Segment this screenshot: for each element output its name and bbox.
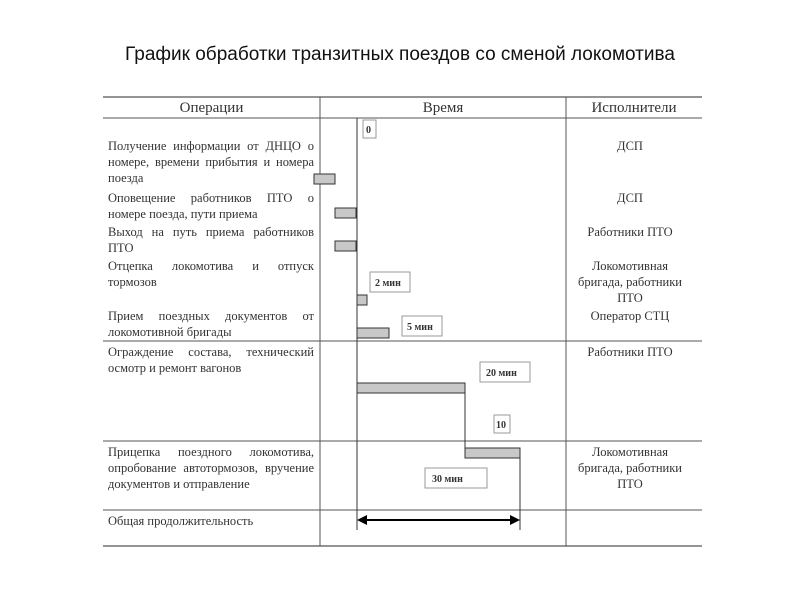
bar-op6 <box>357 383 465 393</box>
performer-7: Локомотивная бригада, работники ПТО <box>578 445 682 491</box>
bar-op1 <box>314 174 335 184</box>
performer-2: ДСП <box>617 191 643 205</box>
performer-5: Оператор СТЦ <box>590 309 670 323</box>
zero-marker-label: 0 <box>366 125 371 136</box>
page-title: График обработки транзитных поездов со сменой локомотива <box>125 44 675 65</box>
operation-4: Отцепка локомотива и отпуск тормозов <box>108 259 314 289</box>
performer-1: ДСП <box>617 139 643 153</box>
min2-label: 2 мин <box>375 278 401 289</box>
operation-7: Прицепка поездного локомотива, опробование автотормозов, вручение документов и отправление <box>108 445 314 491</box>
min30-label: 30 мин <box>432 474 463 485</box>
performer-4: Локомотивная бригада, работники ПТО <box>578 259 682 305</box>
operation-3: Выход на путь приема работников ПТО <box>108 225 314 255</box>
bar-op2 <box>335 208 356 218</box>
min5-label: 5 мин <box>407 322 433 333</box>
bar-op4 <box>357 295 367 305</box>
arrow-head-right <box>510 515 520 525</box>
operation-2: Оповещение работников ПТО о номере поезда, пути приема <box>108 191 314 221</box>
bar-op7 <box>465 448 520 458</box>
operation-6: Ограждение состава, технический осмотр и ремонт вагонов <box>108 345 314 375</box>
header-time: Время <box>422 100 464 116</box>
min20-label: 20 мин <box>486 368 517 379</box>
arrow-head-left <box>357 515 367 525</box>
operation-8: Общая продолжительность <box>108 514 254 528</box>
performer-3: Работники ПТО <box>587 225 673 239</box>
header-performers: Исполнители <box>591 100 677 116</box>
operation-5: Прием поездных документов от локомотивной бригады <box>108 309 314 339</box>
header-operations: Операции <box>179 100 244 116</box>
ten-label: 10 <box>496 420 506 431</box>
performer-6: Работники ПТО <box>587 345 673 359</box>
operation-1: Получение информации от ДНЦО о номере, времени прибытия и номера поезда <box>108 139 314 185</box>
bar-op5 <box>357 328 389 338</box>
bar-op3 <box>335 241 356 251</box>
